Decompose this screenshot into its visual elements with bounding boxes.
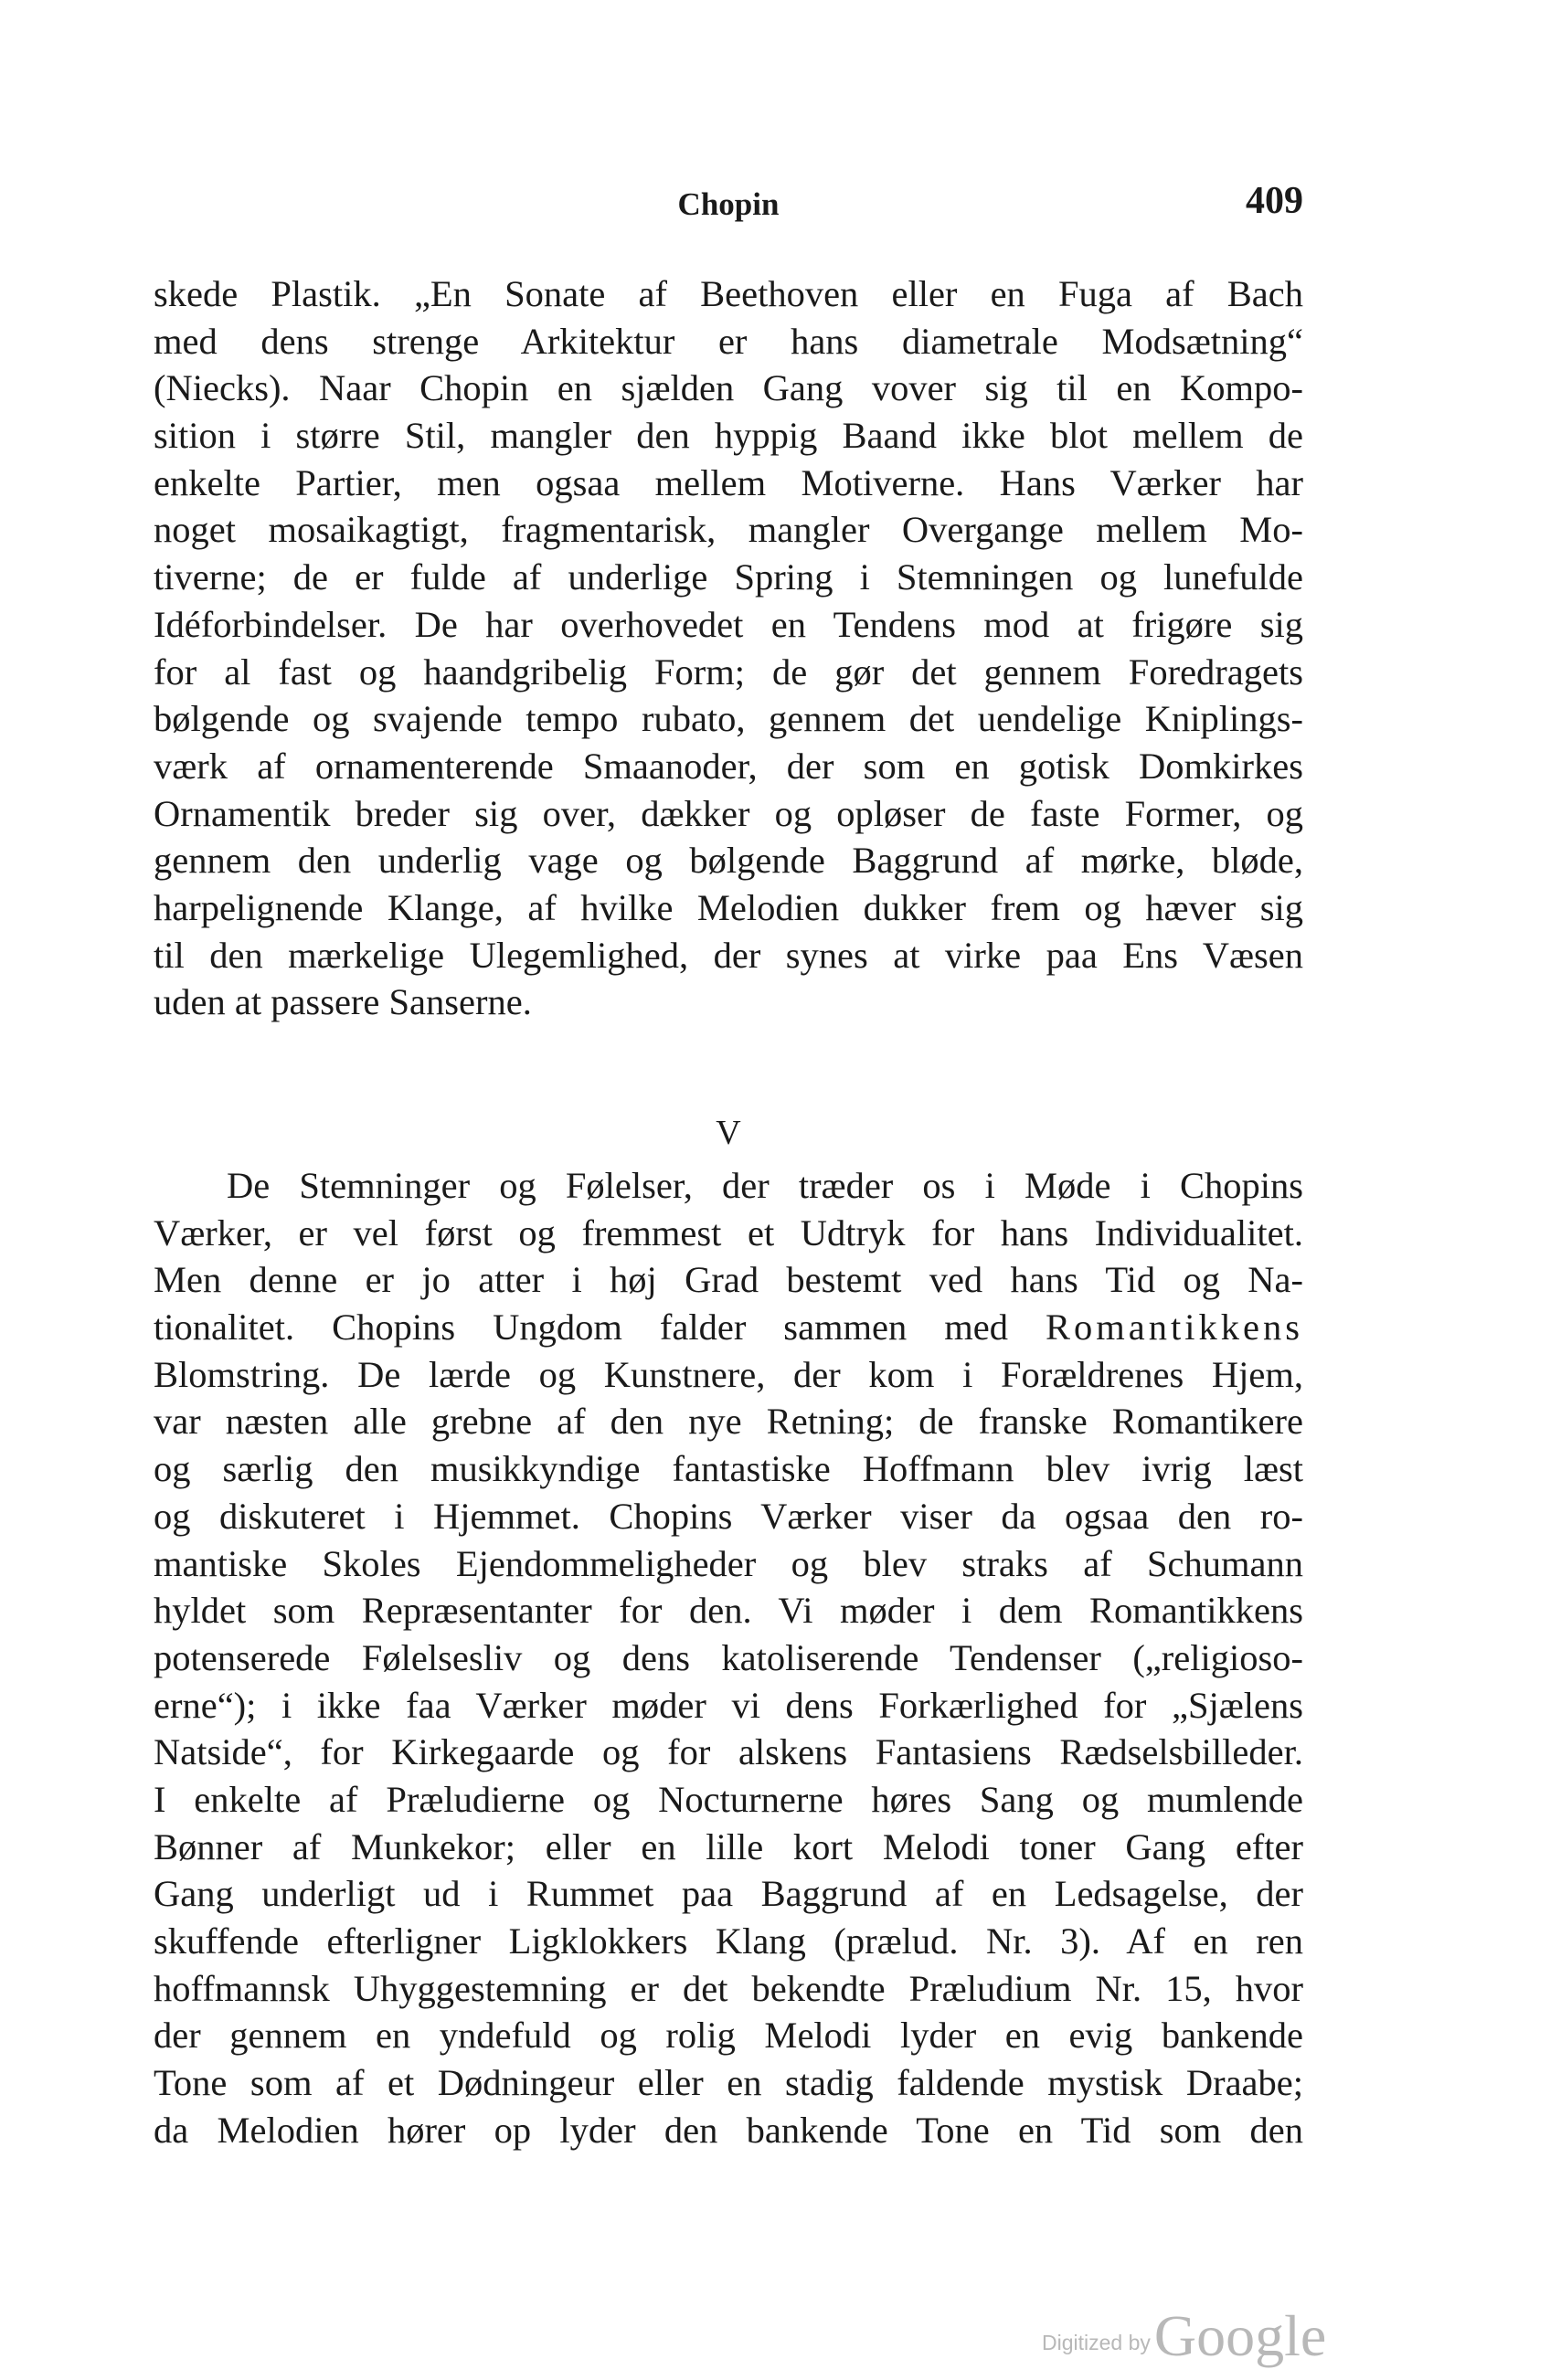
- text-line: I enkelte af Præludierne og Nocturnerne høres Sang og mumlende: [154, 1778, 1303, 1820]
- section-heading: V: [716, 1114, 741, 1152]
- text-line: Natside“, for Kirkegaarde og for alskens Fantasiens Rædselsbilleder.: [154, 1731, 1303, 1773]
- text-line: noget mosaikagtigt, fragmentarisk, mangler Overgange mellem Mo-: [154, 509, 1303, 551]
- text-line: Idéforbindelser. De har overhovedet en Tendens mod at frigøre sig: [154, 603, 1303, 645]
- text-line: Gang underligt ud i Rummet paa Baggrund af en Ledsagelse, der: [154, 1873, 1303, 1915]
- text-line: erne“); i ikke faa Værker møder vi dens Forkærlighed for „Sjælens: [154, 1684, 1303, 1726]
- text-line-first: De Stemninger og Følelser, der træder os i Møde i Chopins: [227, 1165, 1303, 1206]
- text-line: mantiske Skoles Ejendommeligheder og blev straks af Schumann: [154, 1542, 1303, 1584]
- text-line: bølgende og svajende tempo rubato, gennem det uendelige Kniplings-: [154, 698, 1303, 740]
- text-line: værk af ornamenterende Smaanoder, der som en gotisk Domkirkes: [154, 745, 1303, 787]
- running-head: [154, 179, 1303, 234]
- text-line: tiverne; de er fulde af underlige Spring i Stemningen og lunefulde: [154, 556, 1303, 598]
- text-line: skuffende efterligner Ligklokkers Klang (prælud. Nr. 3). Af en ren: [154, 1920, 1303, 1962]
- text-line: Bønner af Munkekor; eller en lille kort Melodi toner Gang efter: [154, 1825, 1303, 1867]
- running-title: Chopin: [677, 186, 780, 222]
- text-line: der gennem en yndefuld og rolig Melodi lyder en evig bankende: [154, 2015, 1303, 2057]
- text-line: og diskuteret i Hjemmet. Chopins Værker viser da ogsaa den ro-: [154, 1495, 1303, 1537]
- text-line: Men denne er jo atter i høj Grad bestemt ved hans Tid og Na-: [154, 1259, 1303, 1301]
- text-line: uden at passere Sanserne.: [154, 981, 532, 1023]
- text-line: harpelignende Klange, af hvilke Melodien dukker frem og hæver sig: [154, 886, 1303, 928]
- text-line: til den mærkelige Ulegemlighed, der synes at virke paa Ens Væsen: [154, 934, 1303, 976]
- text-line: Blomstring. De lærde og Kunstnere, der kom i Forældrenes Hjem,: [154, 1353, 1303, 1395]
- text-line: gennem den underlig vage og bølgende Baggrund af mørke, bløde,: [154, 840, 1303, 882]
- text-line: Tone som af et Dødningeur eller en stadig faldende mystisk Draabe;: [154, 2062, 1303, 2104]
- text-run: tionalitet. Chopins Ungdom falder sammen med: [154, 1306, 1046, 1349]
- spaced-emphasis: Romantikkens: [1046, 1306, 1303, 1349]
- digitized-by-google-watermark: [1042, 2302, 1326, 2370]
- text-line: da Melodien hører op lyder den bankende Tone en Tid som den: [154, 2109, 1303, 2151]
- text-line: (Niecks). Naar Chopin en sjælden Gang vover sig til en Kompo-: [154, 367, 1303, 409]
- text-line: potenserede Følelsesliv og dens katoliserende Tendenser („religioso-: [154, 1636, 1303, 1678]
- page-number: 409: [1246, 180, 1303, 222]
- section-paragraph: [154, 1162, 1303, 2153]
- text-line-emphasis: [154, 1304, 1303, 1351]
- text-line: var næsten alle grebne af den nye Retning; de franske Romantikere: [154, 1401, 1303, 1443]
- text-line: sition i større Stil, mangler den hyppig Baand ikke blot mellem de: [154, 415, 1303, 457]
- text-line: for al fast og haandgribelig Form; de gør det gennem Foredragets: [154, 651, 1303, 693]
- paragraph-continued: [154, 270, 1303, 1026]
- google-logo-text: Google: [1153, 2303, 1327, 2368]
- text-line: hyldet som Repræsentanter for den. Vi møder i dem Romantikkens: [154, 1590, 1303, 1632]
- text-line: med dens strenge Arkitektur er hans diametrale Modsætning“: [154, 320, 1303, 362]
- text-line: og særlig den musikkyndige fantastiske Hoffmann blev ivrig læst: [154, 1448, 1303, 1490]
- watermark-prefix: Digitized by: [1042, 2331, 1151, 2354]
- text-line: Værker, er vel først og fremmest et Udtryk for hans Individualitet.: [154, 1211, 1303, 1253]
- text-line: enkelte Partier, men ogsaa mellem Motiverne. Hans Værker har: [154, 461, 1303, 503]
- text-line: Ornamentik breder sig over, dækker og opløser de faste Former, og: [154, 792, 1303, 834]
- text-line: skede Plastik. „En Sonate af Beethoven eller en Fuga af Bach: [154, 273, 1303, 314]
- text-line: hoffmannsk Uhyggestemning er det bekendte Præludium Nr. 15, hvor: [154, 1967, 1303, 2009]
